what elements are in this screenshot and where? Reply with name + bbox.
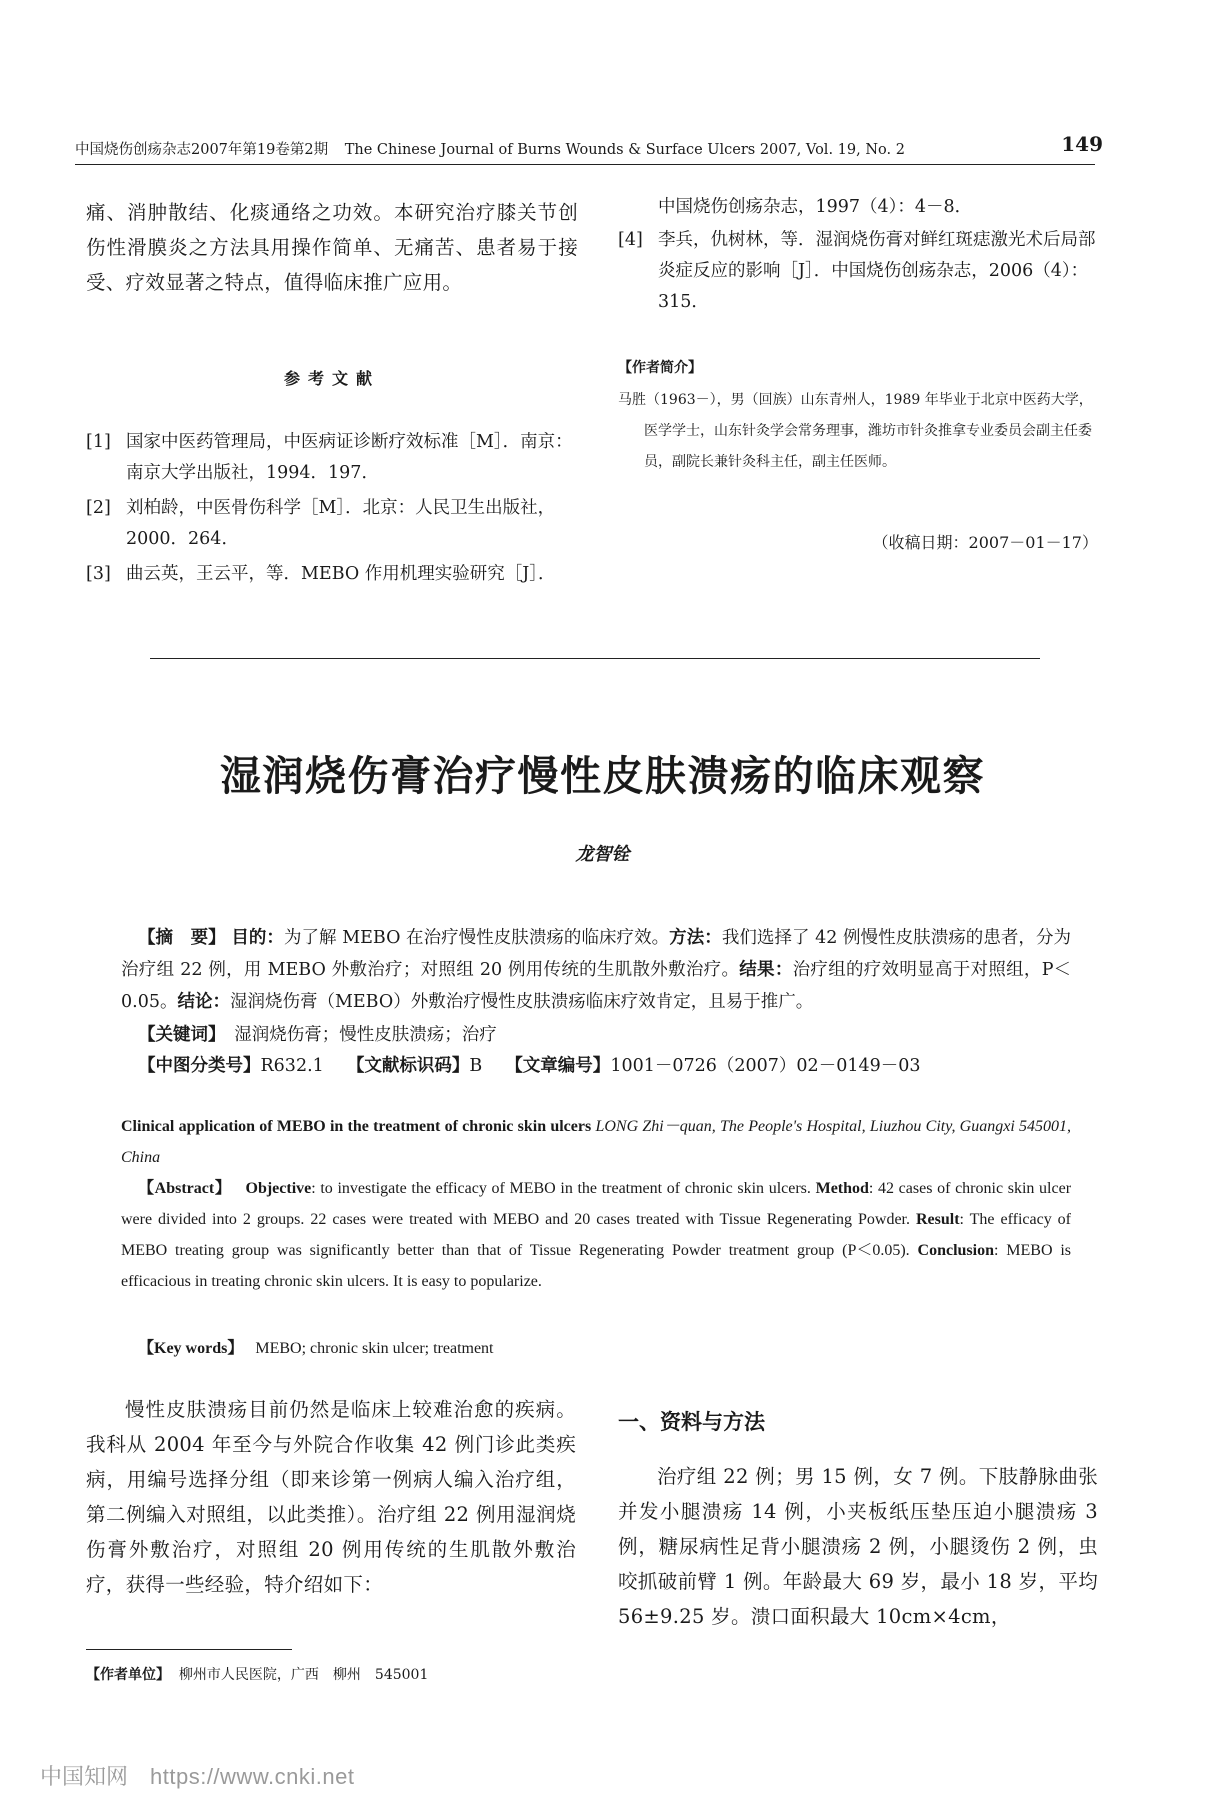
intro-paragraph: 慢性皮肤溃疡目前仍然是临床上较难治愈的疾病。我科从 2004 年至今与外院合作收集 42 例门诊此类疾病，用编号选择分组（即来诊第一例病人编入治疗组，第二例编入对照组，以此类推）。治疗组 22 例用湿润烧伤膏外敷治疗，对照组 20 例用传统的生肌散外敷治疗，获得一些经验，特介绍如下：: [86, 1398, 576, 1596]
cnki-url[interactable]: https://www.cnki.net: [150, 1764, 355, 1789]
references-heading: 参考文献: [283, 369, 380, 388]
reference-item: [4] 李兵，仇树林，等．湿润烧伤膏对鲜红斑痣激光术后局部炎症反应的影响［J］．中国烧伤创疡杂志，2006（4）：315．: [618, 230, 1096, 312]
keywords-en: 【Key words】 MEBO; chronic skin ulcer; treatment: [138, 1340, 494, 1357]
author-bio: 马胜（1963－），男（回族）山东青州人，1989 年毕业于北京中医药大学，医学学士，山东针灸学会常务理事，潍坊市针灸推拿专业委员会副主任委员，副院长兼针灸科主任，副主任医师。: [618, 392, 1093, 470]
reference-item: 中国烧伤创疡杂志，1997（4）：4－8．: [658, 197, 973, 217]
article-author: 龙智铨: [575, 844, 630, 865]
running-header: [75, 132, 1103, 159]
cnki-watermark: [40, 1760, 354, 1791]
references-right: [618, 192, 1098, 318]
abstract-cn: 【摘 要】 目的：为了解 MEBO 在治疗慢性皮肤溃疡的临床疗效。方法：我们选择了 42 例慢性皮肤溃疡的患者，分为治疗组 22 例，用 MEBO 外敷治疗；对照组 20 例用传统的生肌散外敷治疗。结果：治疗组的疗效明显高于对照组，P＜0.05。结论：湿润烧伤膏（MEBO）外敷治疗慢性皮肤溃疡临床疗效肯定，且易于推广。: [121, 928, 1072, 1012]
section1-paragraph: 治疗组 22 例；男 15 例，女 7 例。下肢静脉曲张并发小腿溃疡 14 例，小夹板纸压垫压迫小腿溃疡 3 例，糖尿病性足背小腿溃疡 2 例，小腿烫伤 2 例，虫咬抓破前臂 1 例。年龄最大 69 岁，最小 18 岁，平均 56±9.25 岁。溃口面积最大 10cm×4cm，: [618, 1465, 1098, 1628]
english-author: LONG Zhi－quan, The People's Hospital, Liuzhou City, Guangxi 545001, China: [121, 1118, 1072, 1166]
article-separator: [150, 658, 1040, 659]
article-title: 湿润烧伤膏治疗慢性皮肤溃疡的临床观察: [220, 752, 985, 800]
reference-item: [3] 曲云英，王云平，等．MEBO 作用机理实验研究［J］．: [86, 564, 556, 584]
page-number: 149: [1061, 132, 1103, 156]
received-date: （收稿日期：2007－01－17）: [872, 533, 1098, 552]
prev-left-paragraph: 痛、消肿散结、化痰通络之功效。本研究治疗膝关节创伤性滑膜炎之方法具用操作简单、无痛苦、患者易于接受、疗效显著之特点，值得临床推广应用。: [86, 201, 578, 294]
journal-en: The Chinese Journal of Burns Wounds & Surface Ulcers 2007, Vol. 19, No. 2: [344, 142, 905, 158]
english-title: Clinical application of MEBO in the treatment of chronic skin ulcers: [121, 1118, 592, 1135]
keywords-cn: 【关键词】 湿润烧伤膏；慢性皮肤溃疡；治疗: [138, 1025, 497, 1045]
references-left: [86, 427, 581, 590]
classification-line: 【中图分类号】R632.1 【文献标识码】B 【文章编号】1001－0726（2007）02－0149－03: [138, 1056, 921, 1076]
abstract-en: 【Abstract】 Objective: to investigate the efficacy of MEBO in the treatment of chronic skin ulcers. Method: 42 cases of chronic skin ulcer were divided into 2 groups. 22 cases were treated with MEBO and 20 cases treated with Tissue Regenerating Powder. Result: The efficacy of MEBO treating group was significantly better than that of Tissue Regenerating Powder treatment group (P＜0.05). Conclusion: MEBO is efficacious in treating chronic skin ulcers. It is easy to popularize.: [121, 1180, 1072, 1290]
journal-cn: 中国烧伤创疡杂志2007年第19卷第2期: [75, 142, 329, 158]
footnote-rule: [86, 1649, 292, 1650]
reference-item: [1] 国家中医药管理局，中医病证诊断疗效标准［M］．南京：南京大学出版社，1994．197．: [86, 432, 573, 483]
affiliation-footnote: 【作者单位】 柳州市人民医院，广西 柳州 545001: [86, 1667, 429, 1683]
section1-title: 一、资料与方法: [618, 1410, 765, 1434]
author-bio-label: 【作者简介】: [618, 360, 702, 376]
cnki-logo: 中国知网: [40, 1765, 129, 1790]
reference-item: [2] 刘柏龄，中医骨伤科学［M］．北京：人民卫生出版社，2000．264．: [86, 498, 556, 549]
abstract-label: 【摘 要】: [138, 928, 226, 948]
header-rule: [75, 164, 1095, 165]
english-title-block: [121, 1111, 1071, 1173]
